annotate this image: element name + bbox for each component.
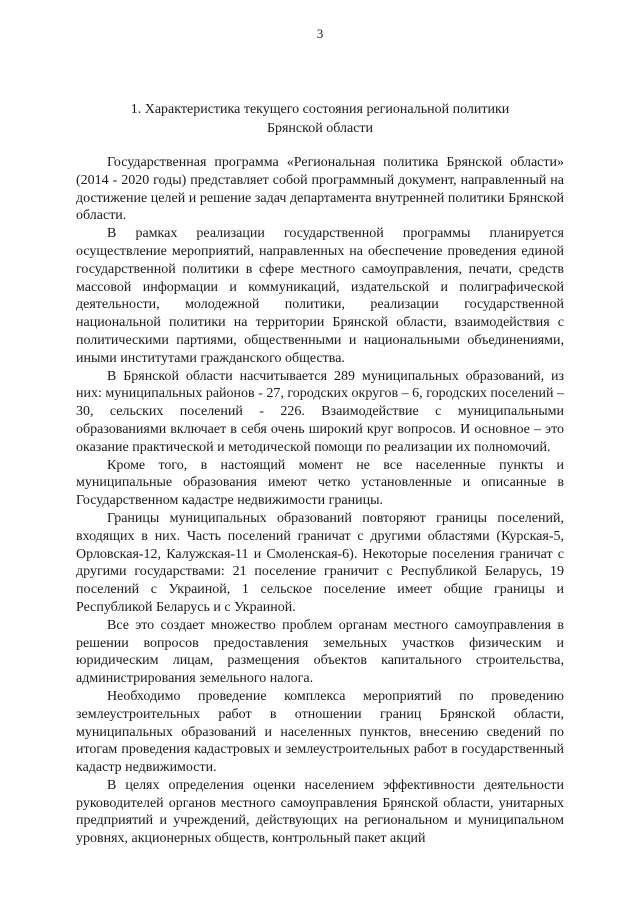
paragraph-municipalities-count: В Брянской области насчитывается 289 муниципальных образований, из них: муниципальных районов - 27, городских округов – 6, городских поселений – 30, сельских поселений - 226. Взаимодействие с муниципальными образованиями включает в себя очень широкий круг вопросов. И основное – это оказание практической и методической помощи по реализации их полномочий. bbox=[76, 368, 564, 455]
paragraph-local-problems: Все это создает множество проблем органам местного самоуправления в решении вопросов предоставления земельных участков физическим и юридическим лицам, размещения объектов капитального строительства, администрирования земельного налога. bbox=[76, 617, 564, 687]
page-number: 3 bbox=[316, 26, 324, 41]
paragraph-cadastre-borders: Кроме того, в настоящий момент не все населенные пункты и муниципальные образования имеют четко установленные и описанные в Государственном кадастре недвижимости границы. bbox=[76, 457, 564, 509]
paragraph-program-intro: Государственная программа «Региональная политика Брянской области» (2014 - 2020 годы) представляет собой программный документ, направленный на достижение целей и решение задач департамента внутренней политики Брянской области. bbox=[76, 155, 564, 224]
section-heading bbox=[100, 100, 540, 138]
paragraph-program-activities: В рамках реализации государственной программы планируется осуществление мероприятий, направленных на обеспечение проведения единой государственной политики в сфере местного самоуправления, печати, средств массовой информации и коммуникаций, издательской и полиграфической деятельности, молодежной политики, реализации государственной национальной политики на территории Брянской области, взаимодействия с политическими партиями, общественными и национальными объединениями, иными институтами гражданского общества. bbox=[76, 226, 564, 366]
body-text bbox=[76, 154, 564, 848]
paragraph-settlement-borders: Границы муниципальных образований повторяют границы поселений, входящих в них. Часть поселений граничат с другими областями (Курская-5, Орловская-12, Калужская-11 и Смоленская-6). Некоторые поселения граничат с другими государствами: 21 поселение граничит с Республикой Беларусь, 19 поселений с Украиной, 1 сельское поселение имеет общие границы и Республикой Беларусь и с Украиной. bbox=[76, 510, 564, 615]
paragraph-efficiency-assessment: В целях определения оценки населением эффективности деятельности руководителей органов местного самоуправления Брянской области, унитарных предприятий и учреждений, действующих на региональном и муниципальном уровнях, акционерных обществ, контрольный пакет акций bbox=[76, 777, 564, 847]
section-heading-line-2: Брянской области bbox=[266, 121, 374, 136]
section-heading-line-1: 1. Характеристика текущего состояния региональной политики bbox=[130, 102, 510, 117]
paragraph-land-survey: Необходимо проведение комплекса мероприятий по проведению землеустроительных работ в отношении границ Брянской области, муниципальных образований и населенных пунктов, внесению сведений по итогам проведения кадастровых и землеустроительных работ в государственный кадастр недвижимости. bbox=[76, 688, 564, 776]
